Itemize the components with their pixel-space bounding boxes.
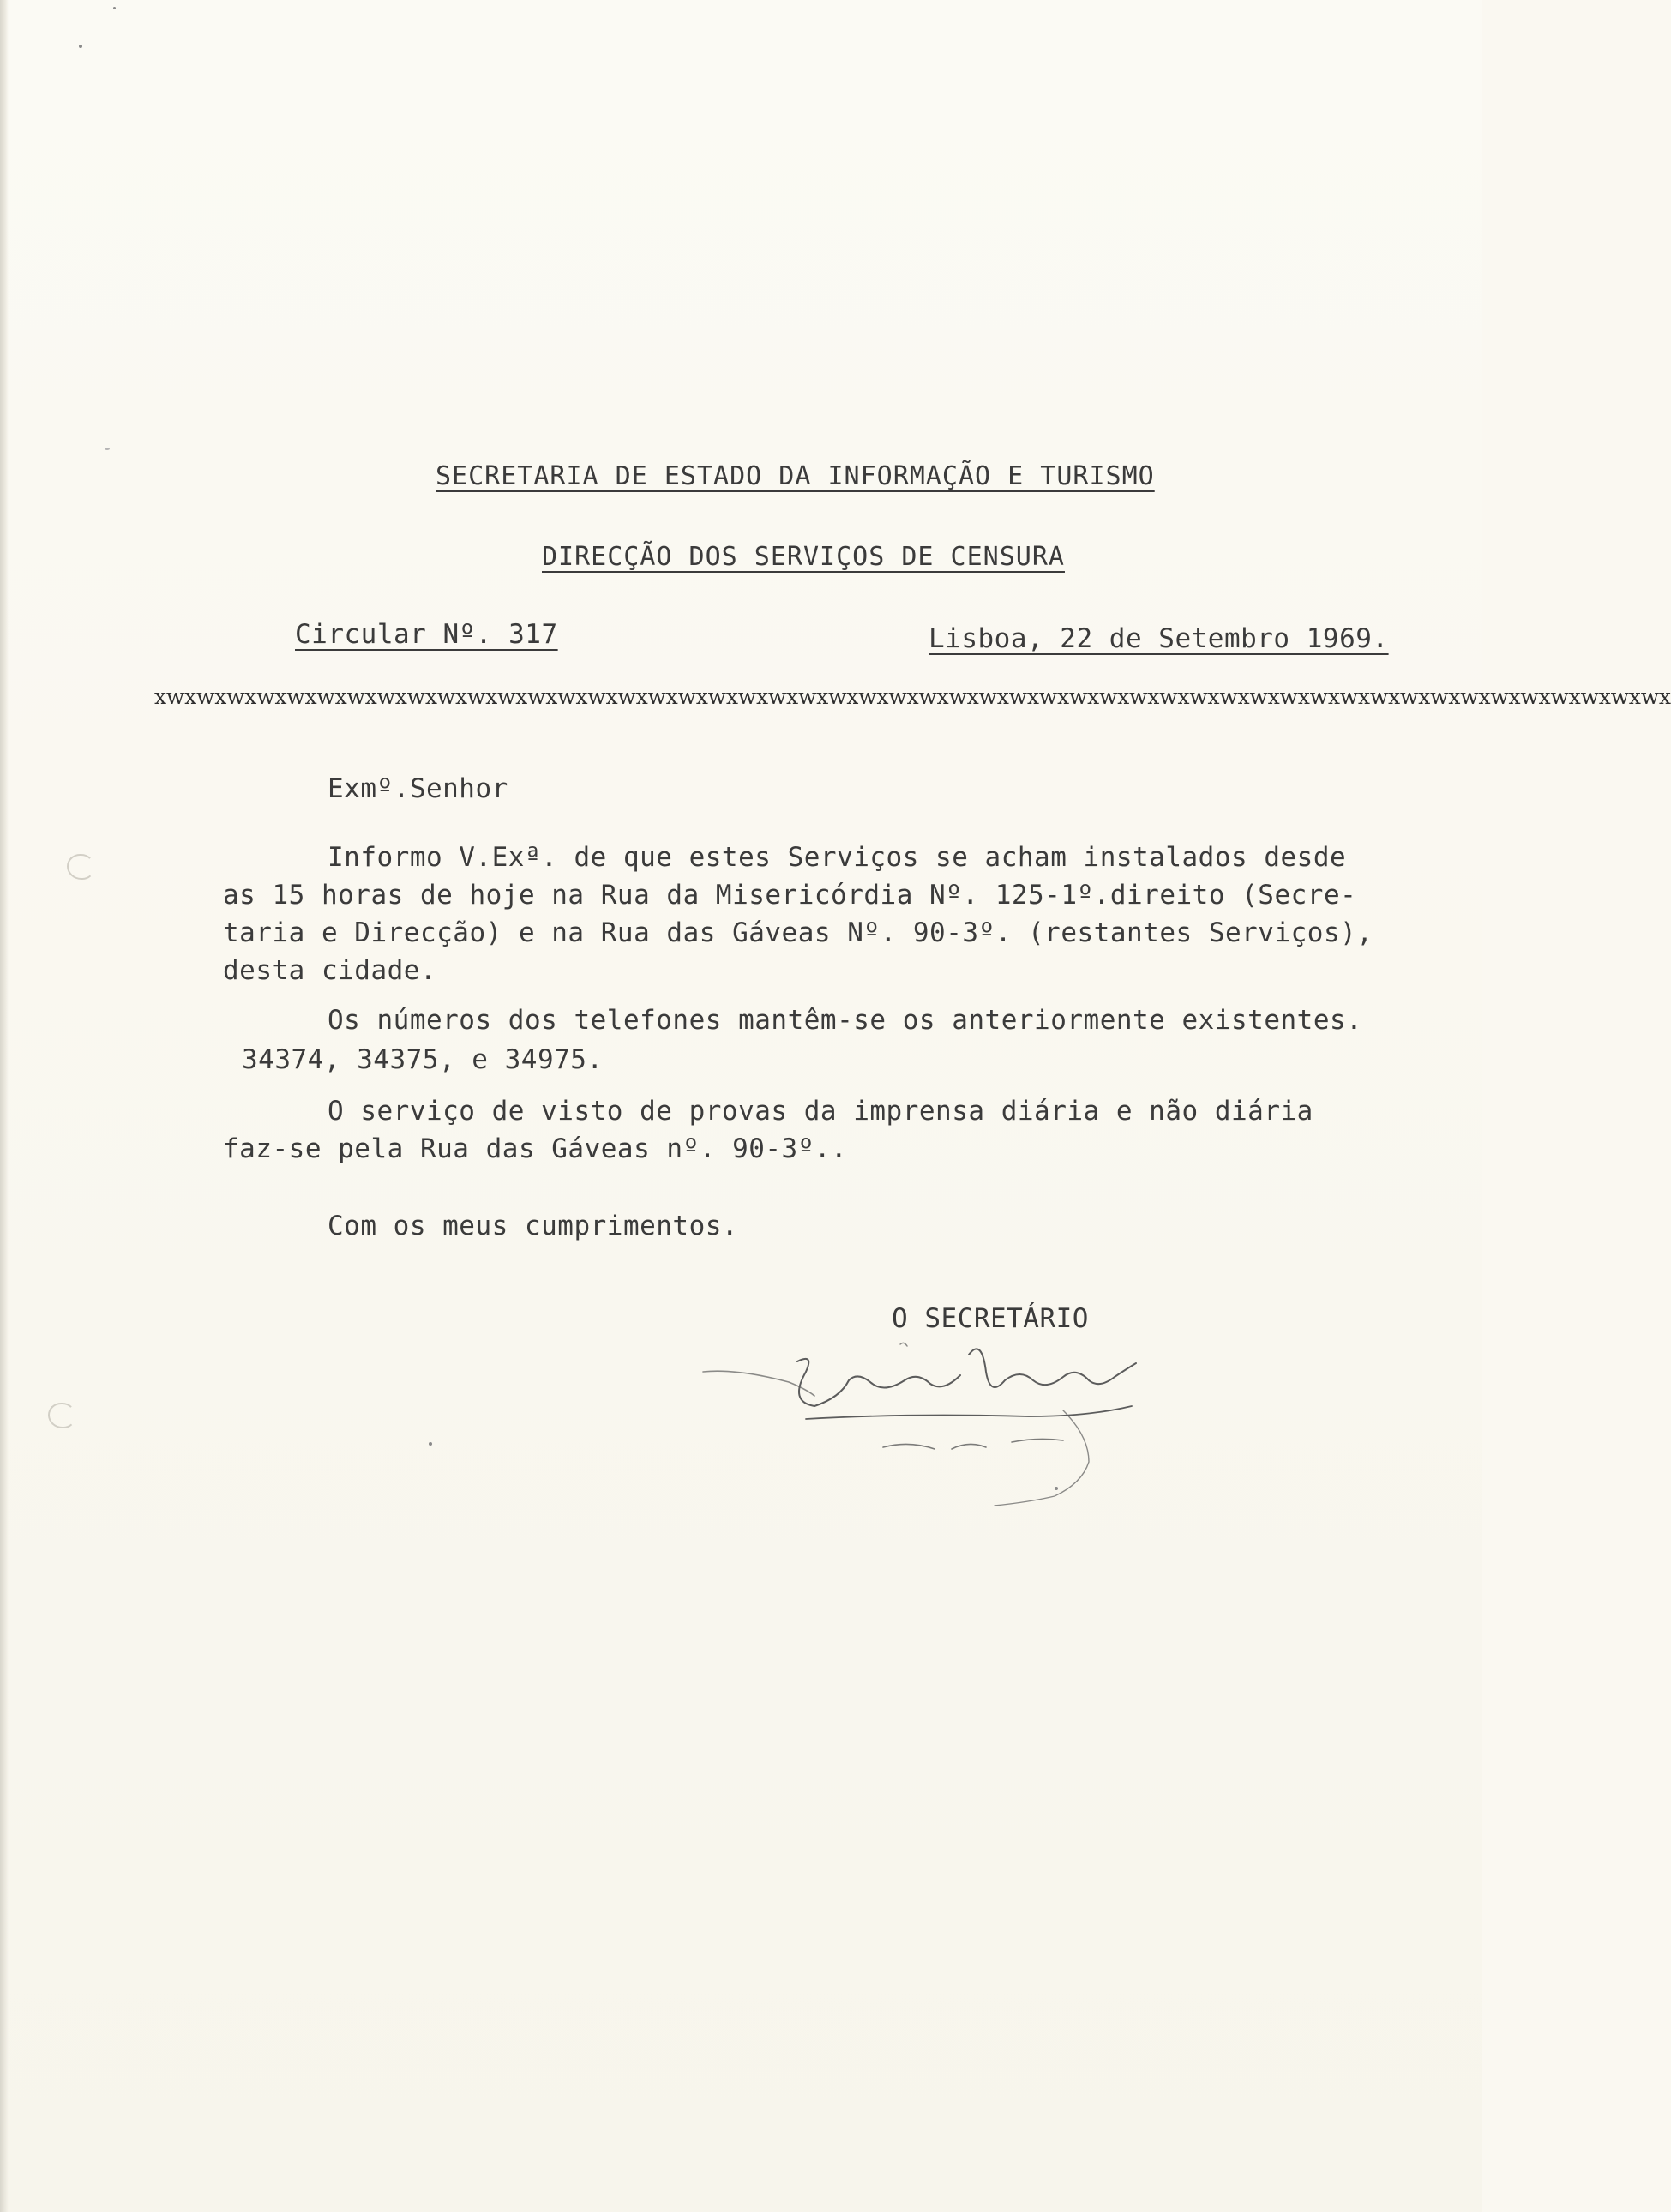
letterhead-ministry: SECRETARIA DE ESTADO DA INFORMAÇÃO E TURISMO	[436, 461, 1155, 491]
letterhead-department: DIRECÇÃO DOS SERVIÇOS DE CENSURA	[542, 542, 1065, 572]
paper-speck	[79, 45, 82, 48]
paragraph-line: as 15 horas de hoje na Rua da Misericórdia Nº. 125-1º.direito (Secre-	[223, 880, 1357, 911]
paper-speck	[1055, 1487, 1058, 1490]
paragraph-line: O serviço de visto de provas da imprensa diária e não diária	[328, 1096, 1313, 1127]
place-and-date: Lisboa, 22 de Setembro 1969.	[929, 623, 1389, 654]
typed-separator-line: xwxwxwxwxwxwxwxwxwxwxwxwxwxwxwxwxwxwxwxwxwxwxwxwxwxwxwxwxwxwxwxwxwxwxwxwxwxwxwxwxwxwxwxwxwxwxwxwxwxwx	[154, 684, 1671, 709]
paragraph-line: Os números dos telefones mantêm-se os anteriormente existentes.	[328, 1005, 1363, 1036]
salutation: Exmº.Senhor	[328, 773, 508, 804]
signatory-title: O SECRETÁRIO	[892, 1303, 1089, 1334]
paragraph-line: 34374, 34375, e 34975.	[242, 1044, 604, 1075]
closing-line: Com os meus cumprimentos.	[328, 1211, 739, 1241]
circular-number: Circular Nº. 317	[295, 619, 558, 650]
paragraph-line: desta cidade.	[223, 955, 437, 986]
paragraph-line: Informo V.Exª. de que estes Serviços se acham instalados desde	[328, 842, 1347, 873]
handwritten-signature	[686, 1320, 1200, 1518]
paper-speck	[113, 7, 116, 9]
paper-speck	[429, 1442, 432, 1446]
paragraph-line: taria e Direcção) e na Rua das Gáveas Nº. 90-3º. (restantes Serviços),	[223, 917, 1373, 948]
paper-speck	[105, 448, 110, 450]
punch-hole-mark	[48, 1403, 75, 1428]
paragraph-line: faz-se pela Rua das Gáveas nº. 90-3º..	[223, 1133, 848, 1164]
punch-hole-mark	[67, 854, 94, 880]
